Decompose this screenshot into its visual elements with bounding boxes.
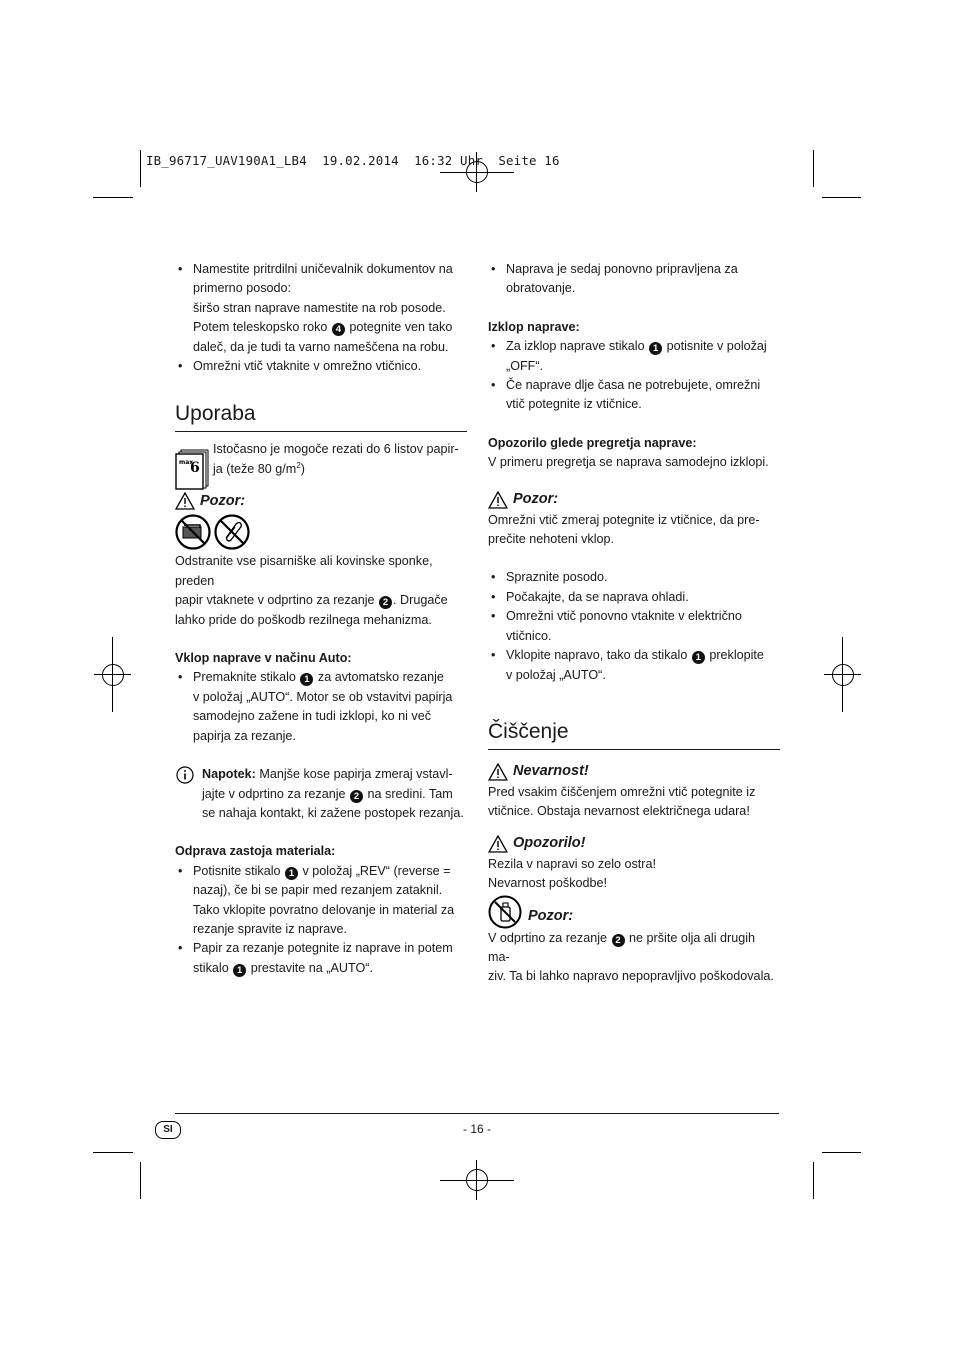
warning-triangle-icon [488, 491, 508, 509]
print-slug: IB_96717_UAV190A1_LB4 19.02.2014 16:32 Uhr Seite 16 [146, 153, 560, 168]
page-number: - 16 - [462, 1122, 491, 1136]
list-item: • Papir za rezanje potegnite iz naprave in potem stikalo 1 prestavite na „AUTO“. [175, 939, 467, 978]
section-heading-uporaba: Uporaba [175, 401, 467, 432]
list-item: • Vklopite napravo, tako da stikalo 1 preklopite v položaj „AUTO“. [488, 646, 780, 685]
list-item: • Za izklop naprave stikalo 1 potisnite v položaj „OFF“. [488, 337, 780, 376]
no-oil-spray-icon [488, 895, 522, 929]
list-item: • Namestite pritrdilni uničevalnik dokumentov na primerno posodo: širšo stran naprave namestite na rob posode. Potem teleskopsko roko 4 potegnite ven tako dalеč, da je tudi ta varno nameščena na robu. [175, 260, 467, 357]
list-item: • Omrežni vtič vtaknite v omrežno vtičnico. [175, 357, 467, 376]
crop-mark [813, 1162, 814, 1199]
list-item: • Spraznite posodo. [488, 568, 780, 587]
item-1-marker: 1 [233, 964, 246, 977]
item-2-marker: 2 [350, 790, 363, 803]
item-2-marker: 2 [379, 596, 392, 609]
crop-mark [93, 1152, 133, 1153]
crop-mark [822, 197, 861, 198]
nevarnost-heading: Nevarnost! [488, 761, 780, 783]
vklop-list [175, 668, 467, 746]
odprava-heading: Odprava zastoja materiala: [175, 844, 336, 859]
left-column [175, 260, 467, 978]
item-2-marker: 2 [612, 934, 625, 947]
nevarnost-text: Pred vsakim čiščenjem omrežni vtič potegnite iz vtičnice. Obstaja nevarnost električnega udara! [488, 784, 756, 819]
pregretje-text: V primeru pregretja se naprava samodejno izklopi. [488, 455, 769, 470]
crop-mark [93, 197, 133, 198]
warning-triangle-icon [488, 763, 508, 781]
no-paperclips-icon [214, 514, 250, 550]
vklop-heading: Vklop naprave v načinu Auto: [175, 651, 352, 666]
language-badge: SI [155, 1121, 181, 1139]
info-icon [176, 766, 194, 784]
paper-capacity-text: Istočasno je mogoče rezati do 6 listov papir- ja (teže 80 $g/m^2$) [213, 442, 459, 476]
ready-list [488, 260, 780, 299]
list-item: • Potisnite stikalo 1 v položaj „REV“ (reverse = nazaj), če bi se papir med rezanjem zataknil. Tako vklopite povratno delovanje in material za rezanje spravite iz naprave. [175, 862, 467, 940]
section-heading-ciscenje: Čiščenje [488, 719, 780, 750]
napotek-note: Napotek: Manjše kose papirja zmeraj vstavl- jajte v odprtino za rezanje 2 na sredini. Tam se nahaja kontakt, ki zažene postopek rezanja. [175, 765, 467, 823]
pozor-heading-1: Pozor: [175, 490, 467, 512]
list-item: • Počakajte, da se naprava ohladi. [488, 588, 780, 607]
item-1-marker: 1 [649, 342, 662, 355]
crop-mark [140, 150, 141, 187]
right-column [488, 260, 780, 987]
odprava-list [175, 862, 467, 978]
pozor-text-2: Omrežni vtič zmeraj potegnite iz vtičnice, da pre- prečite nehoteni vklop. [488, 512, 760, 547]
item-1-marker: 1 [285, 867, 298, 880]
item-4-marker: 4 [332, 323, 345, 336]
paper-stack-icon [175, 448, 211, 496]
restart-steps-list [488, 568, 780, 684]
item-1-marker: 1 [692, 651, 705, 664]
pozor-heading-3: Pozor: [528, 907, 574, 924]
list-item: • Naprava je sedaj ponovno pripravljena za obratovanje. [488, 260, 780, 299]
svg-text:6: 6 [190, 460, 200, 477]
pregretje-heading: Opozorilo glede pregretja naprave: [488, 435, 697, 450]
footer-rule [175, 1113, 779, 1114]
list-item: • Omrežni vtič ponovno vtaknite v električno vtičnico. [488, 607, 780, 646]
pozor-heading-2: Pozor: [488, 489, 780, 511]
warning-triangle-icon [488, 835, 508, 853]
izklop-list [488, 337, 780, 415]
svg-text:max: max [179, 459, 194, 467]
pozor-text-3: V odprtino za rezanje 2 ne pršite olja ali drugih ma- ziv. Ta bi lahko napravo nepopravljivo poškodovala. [488, 930, 774, 984]
no-staples-icon [175, 514, 211, 550]
list-item: • Če naprave dlje časa ne potrebujete, omrežni vtič potegnite iz vtičnice. [488, 376, 780, 415]
list-item: • Premaknite stikalo 1 za avtomatsko rezanje v položaj „AUTO“. Motor se ob vstavitvi papirja samodejno zažene in tudi izklopi, ko ni več papirja za rezanje. [175, 668, 467, 746]
opozorilo-heading: Opozorilo! [488, 833, 780, 855]
crop-mark [140, 1162, 141, 1199]
pozor-text-1: Odstranite vse pisarniške ali kovinske sponke, preden papir vtaknete v odprtino za rezanje 2 . Drugače lahko pride do poškodb rezilnega mehanizma. [175, 554, 448, 627]
item-1-marker: 1 [300, 673, 313, 686]
crop-mark [822, 1152, 861, 1153]
izklop-heading: Izklop naprave: [488, 319, 580, 334]
crop-mark [813, 150, 814, 187]
setup-list [175, 260, 467, 376]
opozorilo-text: Rezila v napravi so zelo ostra! Nevarnost poškodbe! [488, 856, 656, 891]
